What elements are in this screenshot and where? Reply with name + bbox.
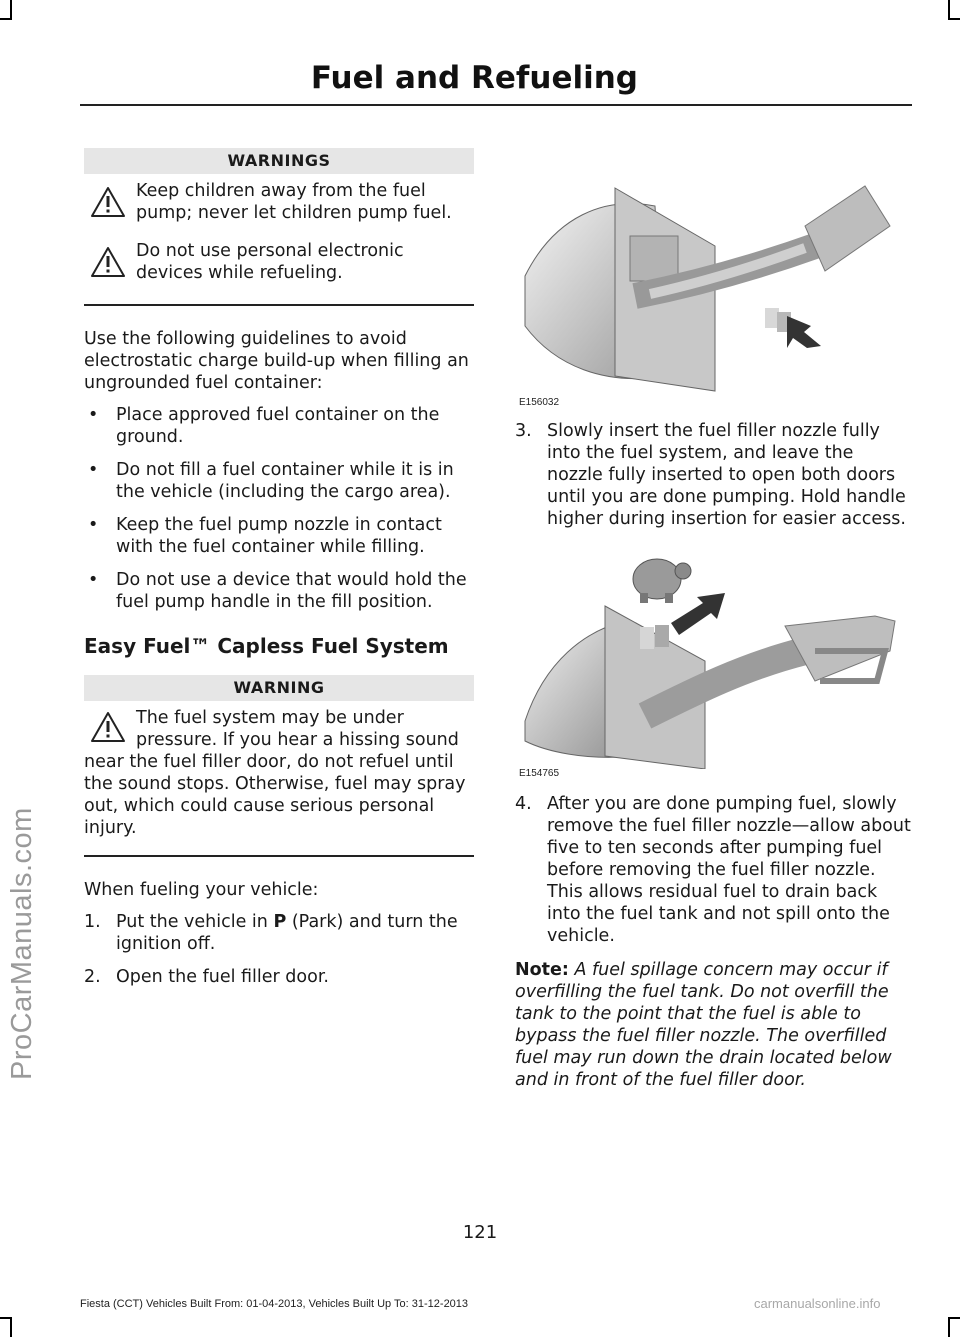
note-label: Note: — [515, 960, 569, 980]
page-number: 121 — [462, 1222, 498, 1243]
step-number: 3. — [515, 421, 532, 441]
crop-mark — [10, 1319, 12, 1337]
warning-item — [84, 240, 474, 284]
crop-mark — [0, 18, 12, 20]
crop-mark — [10, 0, 12, 18]
note — [515, 959, 911, 1091]
warning-text: Do not use personal electronic devices while refueling. — [136, 241, 404, 283]
guidelines-list — [84, 404, 474, 613]
fueling-steps — [84, 911, 474, 988]
fueling-steps-cont — [515, 420, 911, 530]
list-item: • Do not use a device that would hold the fuel pump handle in the fill position. — [84, 569, 474, 613]
guidelines-intro: Use the following guidelines to avoid electrostatic charge build-up when filling an ungrounded fuel container: — [84, 329, 469, 393]
section-heading: Easy Fuel™ Capless Fuel System — [84, 634, 449, 658]
nozzle-illustration — [515, 176, 911, 400]
page-title: Fuel and Refueling — [310, 60, 638, 96]
step-number: 4. — [515, 794, 532, 814]
park-label: P — [273, 912, 287, 932]
warning-rule — [84, 855, 474, 857]
step-text: Put the vehicle in — [116, 912, 274, 932]
warning-heading: WARNING — [84, 675, 474, 701]
right-column — [515, 176, 911, 1091]
step-text: Slowly insert the fuel filler nozzle fully into the fuel system, and leave the nozzle fully inserted to open both doors until you are done pumping. Hold handle higher during insertion for easier access. — [547, 421, 906, 529]
figure-code: E156032 — [519, 397, 560, 408]
warning-rule — [84, 304, 474, 306]
warnings-heading: WARNINGS — [84, 148, 474, 174]
fueling-steps-cont — [515, 793, 911, 947]
step-text: After you are done pumping fuel, slowly remove the fuel filler nozzle—allow about five to ten seconds after pumping fuel before removing the fuel filler nozzle. This allows residual fuel to drain back into the fuel tank and not spill onto the vehicle. — [547, 794, 911, 946]
list-item: • Keep the fuel pump nozzle in contact with the fuel container while filling. — [84, 514, 474, 558]
step-number: 2. — [84, 967, 101, 987]
list-item — [515, 793, 911, 947]
warning-text: The fuel system may be under pressure. If you hear a hissing sound near the fuel filler door, do not refuel until the sound stops. Otherwise, fuel may spray out, which could cause serious personal injury. — [84, 708, 466, 838]
warning-icon-wrap — [84, 711, 130, 751]
side-watermark: ProCarManuals.com — [6, 807, 38, 1080]
list-item: • Place approved fuel container on the ground. — [84, 404, 474, 448]
left-column — [84, 148, 474, 999]
warning-item — [84, 180, 474, 224]
note-text: A fuel spillage concern may occur if overfilling the fuel tank. Do not overfill the tank to the point that the fuel is able to bypass the fuel filler nozzle. The overfilled fuel may run down the drain located below and in front of the fuel filler door. — [515, 960, 892, 1090]
crop-mark — [948, 18, 960, 20]
footer-text: Fiesta (CCT) Vehicles Built From: 01-04-2013, Vehicles Built Up To: 31-12-2013 — [80, 1298, 469, 1310]
list-item — [515, 420, 911, 530]
nozzle-turtle-illustration — [515, 541, 911, 769]
figure-nozzle-angle — [515, 541, 911, 779]
list-item — [84, 911, 474, 955]
title-rule — [80, 104, 912, 106]
footer-watermark: carmanualsonline.info — [754, 1296, 881, 1311]
step-text: (Park) and turn the ignition off. — [116, 912, 458, 954]
warning-triangle-icon — [90, 186, 126, 218]
list-item — [84, 966, 474, 988]
step-text: Open the fuel filler door. — [116, 967, 329, 987]
crop-mark — [948, 1319, 950, 1337]
crop-mark — [0, 1317, 12, 1319]
figure-code: E154765 — [519, 768, 560, 779]
fueling-intro: When fueling your vehicle: — [84, 880, 319, 900]
list-item: • Do not fill a fuel container while it is in the vehicle (including the cargo area). — [84, 459, 474, 503]
warning-block — [84, 707, 474, 839]
figure-nozzle-insert — [515, 176, 911, 408]
crop-mark — [948, 0, 950, 18]
warning-triangle-icon — [90, 246, 126, 278]
step-number: 1. — [84, 912, 101, 932]
warning-text: Keep children away from the fuel pump; never let children pump fuel. — [136, 181, 452, 223]
warning-triangle-icon — [90, 711, 126, 743]
crop-mark — [948, 1317, 960, 1319]
